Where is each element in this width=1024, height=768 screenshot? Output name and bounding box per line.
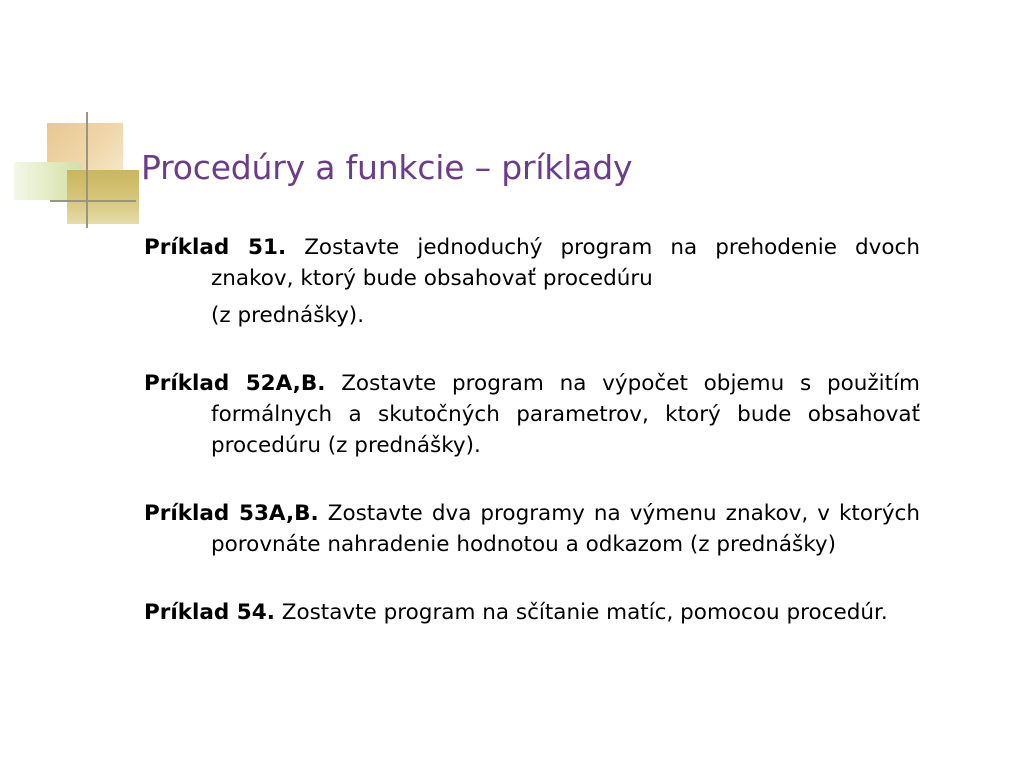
- decor-vertical-line: [86, 112, 88, 228]
- example-note: (z prednášky).: [211, 303, 365, 328]
- example-item: [144, 232, 920, 331]
- example-item: [144, 498, 920, 560]
- slide-title: Procedúry a funkcie – príklady: [141, 148, 633, 187]
- example-label: Príklad 54.: [144, 600, 275, 625]
- example-item: [144, 597, 920, 628]
- decor-horizontal-line: [50, 200, 136, 202]
- decor-square-olive: [67, 170, 139, 224]
- example-item: [144, 368, 920, 461]
- example-text: Zostavte program na sčítanie matíc, pomocou procedúr.: [281, 600, 888, 625]
- example-text: Zostavte dva programy na výmenu znakov, v ktorých porovnáte nahradenie hodnotou a odkazom (z prednášky): [211, 501, 920, 557]
- slide-content: [144, 232, 920, 665]
- example-text: Zostavte program na výpočet objemu s použitím formálnych a skutočných parametrov, ktorý bude obsahovať procedúru (z prednášky).: [211, 371, 920, 458]
- example-label: Príklad 53A,B.: [144, 501, 319, 526]
- example-label: Príklad 51.: [144, 235, 287, 260]
- example-text: Zostavte jednoduchý program na prehodenie dvoch znakov, ktorý bude obsahovať procedúru: [211, 235, 920, 291]
- corner-decoration: [0, 0, 150, 240]
- example-label: Príklad 52A,B.: [144, 371, 326, 396]
